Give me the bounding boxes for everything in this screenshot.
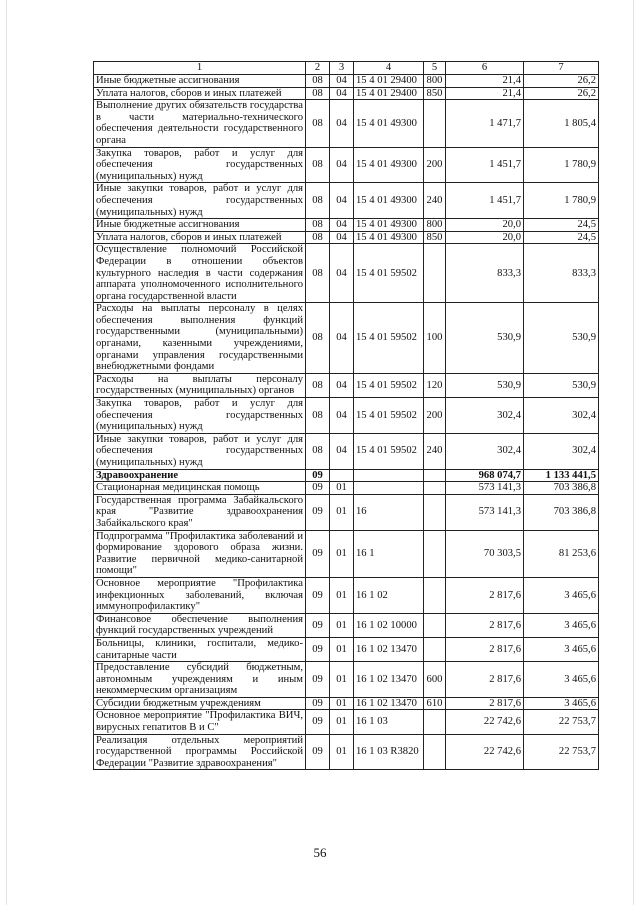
amount-year2-cell: 530,9 xyxy=(524,373,599,397)
expense-type-cell xyxy=(424,530,446,577)
section-code-cell: 08 xyxy=(306,433,330,469)
row-name-cell: Иные закупки товаров, работ и услуг для обеспечения государственных (муниципальных) нужд xyxy=(94,433,306,469)
table-row xyxy=(94,613,599,637)
row-name-cell: Больницы, клиники, госпитали, медико-санитарные части xyxy=(94,637,306,661)
amount-year2-cell: 3 465,6 xyxy=(524,662,599,698)
target-article-cell: 16 1 03 R3820 xyxy=(354,734,424,770)
table-row xyxy=(94,469,599,482)
row-name-cell: Уплата налогов, сборов и иных платежей xyxy=(94,87,306,100)
expense-type-cell: 850 xyxy=(424,231,446,244)
target-article-cell: 15 4 01 49300 xyxy=(354,100,424,147)
target-article-cell: 15 4 01 29400 xyxy=(354,87,424,100)
expense-type-cell: 200 xyxy=(424,398,446,434)
amount-year2-cell: 22 753,7 xyxy=(524,710,599,734)
amount-year2-cell: 302,4 xyxy=(524,433,599,469)
row-name-cell: Субсидии бюджетным учреждениям xyxy=(94,697,306,710)
section-code-cell: 09 xyxy=(306,613,330,637)
header-cell: 1 xyxy=(94,62,306,75)
row-name-cell: Предоставление субсидий бюджетным, автономным учреждениям и иным некоммерческим организациям xyxy=(94,662,306,698)
amount-year1-cell: 20,0 xyxy=(446,231,524,244)
table-row xyxy=(94,398,599,434)
row-name-cell: Выполнение других обязательств государства в части материально-технического обеспечения деятельности государственного органа xyxy=(94,100,306,147)
subsection-code-cell xyxy=(330,469,354,482)
target-article-cell xyxy=(354,482,424,495)
target-article-cell: 15 4 01 59502 xyxy=(354,373,424,397)
amount-year1-cell: 21,4 xyxy=(446,75,524,88)
target-article-cell: 15 4 01 59502 xyxy=(354,303,424,374)
subsection-code-cell: 01 xyxy=(330,530,354,577)
subsection-code-cell: 01 xyxy=(330,662,354,698)
amount-year1-cell: 302,4 xyxy=(446,433,524,469)
amount-year2-cell: 1 780,9 xyxy=(524,147,599,183)
target-article-cell: 15 4 01 59502 xyxy=(354,244,424,303)
header-cell: 6 xyxy=(446,62,524,75)
row-name-cell: Здравоохранение xyxy=(94,469,306,482)
table-row xyxy=(94,710,599,734)
subsection-code-cell: 04 xyxy=(330,87,354,100)
row-name-cell: Иные закупки товаров, работ и услуг для обеспечения государственных (муниципальных) нужд xyxy=(94,183,306,219)
section-code-cell: 08 xyxy=(306,87,330,100)
expense-type-cell: 100 xyxy=(424,303,446,374)
budget-table xyxy=(93,61,599,770)
table-row xyxy=(94,75,599,88)
table-row xyxy=(94,577,599,613)
target-article-cell: 16 1 02 xyxy=(354,577,424,613)
expense-type-cell: 200 xyxy=(424,147,446,183)
expense-type-cell: 240 xyxy=(424,433,446,469)
expense-type-cell xyxy=(424,637,446,661)
amount-year1-cell: 302,4 xyxy=(446,398,524,434)
target-article-cell: 16 1 02 13470 xyxy=(354,662,424,698)
amount-year1-cell: 21,4 xyxy=(446,87,524,100)
expense-type-cell xyxy=(424,482,446,495)
table-row xyxy=(94,494,599,530)
table-row xyxy=(94,734,599,770)
amount-year1-cell: 2 817,6 xyxy=(446,613,524,637)
table-row xyxy=(94,373,599,397)
target-article-cell: 15 4 01 49300 xyxy=(354,219,424,232)
subsection-code-cell: 01 xyxy=(330,494,354,530)
amount-year2-cell: 1 805,4 xyxy=(524,100,599,147)
header-cell: 2 xyxy=(306,62,330,75)
table-row xyxy=(94,662,599,698)
amount-year2-cell: 3 465,6 xyxy=(524,613,599,637)
target-article-cell: 16 1 03 xyxy=(354,710,424,734)
expense-type-cell xyxy=(424,734,446,770)
amount-year2-cell: 24,5 xyxy=(524,219,599,232)
row-name-cell: Реализация отдельных мероприятий государственной программы Российской Федерации "Развитие здравоохранения" xyxy=(94,734,306,770)
section-code-cell: 08 xyxy=(306,219,330,232)
expense-type-cell: 800 xyxy=(424,219,446,232)
amount-year1-cell: 530,9 xyxy=(446,373,524,397)
row-name-cell: Основное мероприятие "Профилактика инфекционных заболеваний, включая иммунопрофилактику" xyxy=(94,577,306,613)
row-name-cell: Иные бюджетные ассигнования xyxy=(94,219,306,232)
row-name-cell: Стационарная медицинская помощь xyxy=(94,482,306,495)
subsection-code-cell: 01 xyxy=(330,482,354,495)
row-name-cell: Финансовое обеспечение выполнения функций государственных учреждений xyxy=(94,613,306,637)
row-name-cell: Расходы на выплаты персоналу в целях обеспечения выполнения функций государственными (муниципальными) органами, казенными учреждениями, органами управления государственными внебюджетными фондами xyxy=(94,303,306,374)
table-row xyxy=(94,530,599,577)
table-row xyxy=(94,244,599,303)
section-code-cell: 08 xyxy=(306,244,330,303)
table-row xyxy=(94,100,599,147)
header-cell: 4 xyxy=(354,62,424,75)
expense-type-cell xyxy=(424,469,446,482)
amount-year1-cell: 2 817,6 xyxy=(446,577,524,613)
subsection-code-cell: 01 xyxy=(330,637,354,661)
subsection-code-cell: 04 xyxy=(330,183,354,219)
expense-type-cell: 850 xyxy=(424,87,446,100)
row-name-cell: Иные бюджетные ассигнования xyxy=(94,75,306,88)
subsection-code-cell: 01 xyxy=(330,577,354,613)
page-number: 56 xyxy=(313,845,327,860)
scan-edge-right xyxy=(633,0,634,905)
amount-year1-cell: 2 817,6 xyxy=(446,662,524,698)
section-code-cell: 09 xyxy=(306,710,330,734)
target-article-cell: 15 4 01 29400 xyxy=(354,75,424,88)
amount-year1-cell: 2 817,6 xyxy=(446,637,524,661)
target-article-cell: 15 4 01 49300 xyxy=(354,183,424,219)
header-cell: 3 xyxy=(330,62,354,75)
section-code-cell: 08 xyxy=(306,231,330,244)
expense-type-cell: 240 xyxy=(424,183,446,219)
amount-year1-cell: 22 742,6 xyxy=(446,710,524,734)
table-row xyxy=(94,303,599,374)
amount-year2-cell: 24,5 xyxy=(524,231,599,244)
table-row xyxy=(94,87,599,100)
header-cell: 7 xyxy=(524,62,599,75)
scan-edge-left xyxy=(6,0,7,905)
amount-year2-cell: 703 386,8 xyxy=(524,494,599,530)
section-code-cell: 08 xyxy=(306,303,330,374)
subsection-code-cell: 04 xyxy=(330,147,354,183)
row-name-cell: Закупка товаров, работ и услуг для обеспечения государственных (муниципальных) нужд xyxy=(94,147,306,183)
subsection-code-cell: 01 xyxy=(330,734,354,770)
subsection-code-cell: 04 xyxy=(330,75,354,88)
expense-type-cell: 610 xyxy=(424,697,446,710)
amount-year2-cell: 3 465,6 xyxy=(524,577,599,613)
row-name-cell: Основное мероприятие "Профилактика ВИЧ, вирусных гепатитов В и С" xyxy=(94,710,306,734)
header-row xyxy=(94,62,599,75)
table-row xyxy=(94,433,599,469)
expense-type-cell xyxy=(424,494,446,530)
amount-year1-cell: 2 817,6 xyxy=(446,697,524,710)
amount-year1-cell: 70 303,5 xyxy=(446,530,524,577)
subsection-code-cell: 04 xyxy=(330,433,354,469)
amount-year2-cell: 22 753,7 xyxy=(524,734,599,770)
subsection-code-cell: 04 xyxy=(330,219,354,232)
row-name-cell: Расходы на выплаты персоналу государственных (муниципальных) органов xyxy=(94,373,306,397)
section-code-cell: 09 xyxy=(306,469,330,482)
table-row xyxy=(94,231,599,244)
amount-year2-cell: 1 133 441,5 xyxy=(524,469,599,482)
amount-year2-cell: 703 386,8 xyxy=(524,482,599,495)
expense-type-cell xyxy=(424,710,446,734)
table-row xyxy=(94,147,599,183)
table-row xyxy=(94,219,599,232)
amount-year1-cell: 968 074,7 xyxy=(446,469,524,482)
amount-year2-cell: 26,2 xyxy=(524,87,599,100)
amount-year2-cell: 81 253,6 xyxy=(524,530,599,577)
section-code-cell: 09 xyxy=(306,530,330,577)
expense-type-cell xyxy=(424,100,446,147)
amount-year2-cell: 833,3 xyxy=(524,244,599,303)
amount-year1-cell: 1 451,7 xyxy=(446,183,524,219)
row-name-cell: Закупка товаров, работ и услуг для обеспечения государственных (муниципальных) нужд xyxy=(94,398,306,434)
row-name-cell: Уплата налогов, сборов и иных платежей xyxy=(94,231,306,244)
section-code-cell: 08 xyxy=(306,373,330,397)
section-code-cell: 08 xyxy=(306,147,330,183)
section-code-cell: 08 xyxy=(306,75,330,88)
expense-type-cell: 800 xyxy=(424,75,446,88)
expense-type-cell: 600 xyxy=(424,662,446,698)
target-article-cell: 15 4 01 49300 xyxy=(354,147,424,183)
subsection-code-cell: 04 xyxy=(330,303,354,374)
target-article-cell: 15 4 01 59502 xyxy=(354,398,424,434)
expense-type-cell: 120 xyxy=(424,373,446,397)
row-name-cell: Государственная программа Забайкальского края "Развитие здравоохранения Забайкальского края" xyxy=(94,494,306,530)
section-code-cell: 08 xyxy=(306,100,330,147)
header-cell: 5 xyxy=(424,62,446,75)
subsection-code-cell: 04 xyxy=(330,398,354,434)
subsection-code-cell: 04 xyxy=(330,100,354,147)
amount-year2-cell: 1 780,9 xyxy=(524,183,599,219)
row-name-cell: Подпрограмма "Профилактика заболеваний и формирование здорового образа жизни. Развитие первичной медико-санитарной помощи" xyxy=(94,530,306,577)
table-row xyxy=(94,697,599,710)
subsection-code-cell: 01 xyxy=(330,697,354,710)
section-code-cell: 08 xyxy=(306,183,330,219)
target-article-cell: 16 1 02 10000 xyxy=(354,613,424,637)
subsection-code-cell: 01 xyxy=(330,710,354,734)
target-article-cell: 15 4 01 59502 xyxy=(354,433,424,469)
amount-year1-cell: 1 451,7 xyxy=(446,147,524,183)
row-name-cell: Осуществление полномочий Российской Федерации в отношении объектов культурного наследия в части содержания аппарата уполномоченного исполнительного органа государственной власти xyxy=(94,244,306,303)
section-code-cell: 09 xyxy=(306,697,330,710)
subsection-code-cell: 04 xyxy=(330,231,354,244)
target-article-cell: 16 1 xyxy=(354,530,424,577)
subsection-code-cell: 04 xyxy=(330,244,354,303)
table-row xyxy=(94,482,599,495)
amount-year1-cell: 530,9 xyxy=(446,303,524,374)
section-code-cell: 09 xyxy=(306,637,330,661)
expense-type-cell xyxy=(424,577,446,613)
amount-year1-cell: 573 141,3 xyxy=(446,494,524,530)
section-code-cell: 09 xyxy=(306,734,330,770)
amount-year2-cell: 3 465,6 xyxy=(524,697,599,710)
target-article-cell: 16 1 02 13470 xyxy=(354,697,424,710)
amount-year2-cell: 530,9 xyxy=(524,303,599,374)
target-article-cell: 16 1 02 13470 xyxy=(354,637,424,661)
section-code-cell: 09 xyxy=(306,577,330,613)
section-code-cell: 08 xyxy=(306,398,330,434)
target-article-cell: 16 xyxy=(354,494,424,530)
subsection-code-cell: 01 xyxy=(330,613,354,637)
subsection-code-cell: 04 xyxy=(330,373,354,397)
target-article-cell xyxy=(354,469,424,482)
expense-type-cell xyxy=(424,244,446,303)
target-article-cell: 15 4 01 49300 xyxy=(354,231,424,244)
amount-year1-cell: 22 742,6 xyxy=(446,734,524,770)
amount-year2-cell: 26,2 xyxy=(524,75,599,88)
amount-year2-cell: 302,4 xyxy=(524,398,599,434)
expense-type-cell xyxy=(424,613,446,637)
table-row xyxy=(94,637,599,661)
amount-year1-cell: 1 471,7 xyxy=(446,100,524,147)
amount-year2-cell: 3 465,6 xyxy=(524,637,599,661)
amount-year1-cell: 573 141,3 xyxy=(446,482,524,495)
section-code-cell: 09 xyxy=(306,662,330,698)
amount-year1-cell: 833,3 xyxy=(446,244,524,303)
table-row xyxy=(94,183,599,219)
amount-year1-cell: 20,0 xyxy=(446,219,524,232)
section-code-cell: 09 xyxy=(306,494,330,530)
section-code-cell: 09 xyxy=(306,482,330,495)
